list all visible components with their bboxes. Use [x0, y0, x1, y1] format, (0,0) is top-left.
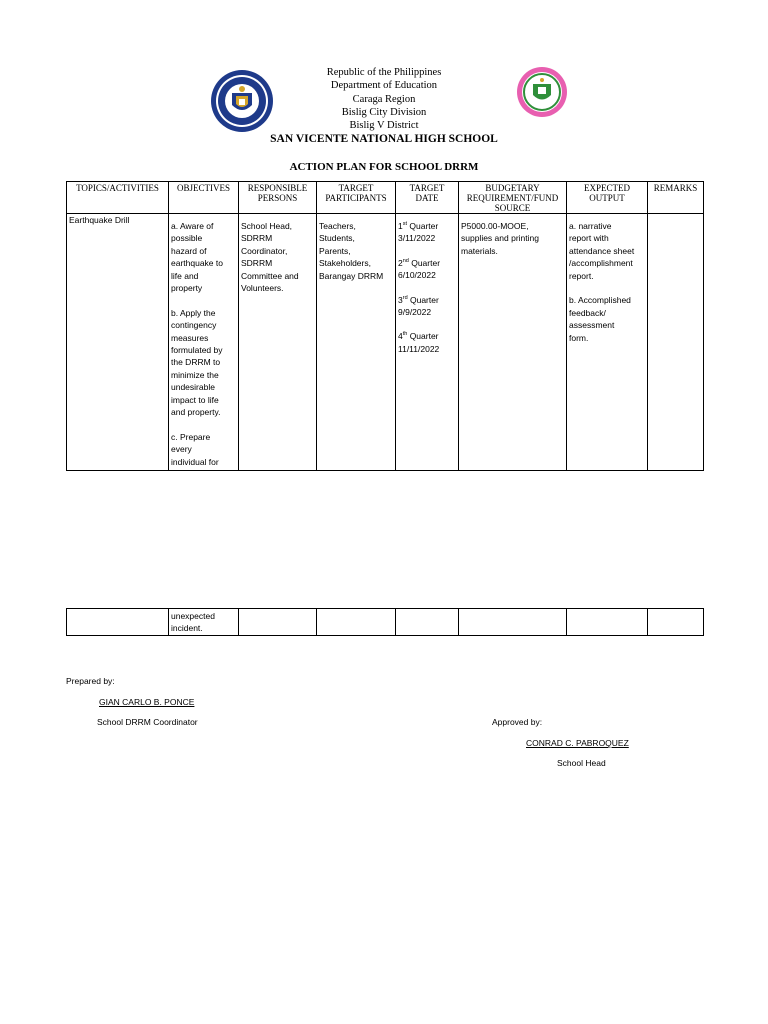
col-header-remarks: REMARKS [648, 182, 704, 214]
header-line-division: Bislig City Division [341, 107, 427, 118]
col-header-participants: TARGET PARTICIPANTS [317, 182, 396, 214]
cell-output [567, 609, 648, 636]
quarter-num: 3 [398, 294, 403, 305]
quarter-label: Quarter [408, 257, 441, 268]
cell-objectives [169, 214, 239, 471]
quarter-num: 2 [398, 257, 403, 268]
quarter-4 [398, 330, 456, 355]
cell-objectives [169, 609, 239, 636]
plan-title: ACTION PLAN FOR SCHOOL DRRM [289, 161, 479, 173]
cell-budget [459, 609, 567, 636]
action-plan-table [66, 181, 704, 471]
quarter-3 [398, 294, 456, 319]
participants-text: Teachers, Students, Parents, Stakeholders, Barangay DRRM [319, 221, 384, 281]
cell-topic [67, 609, 169, 636]
header-line-republic: Republic of the Philippines [326, 67, 442, 78]
quarter-label: Quarter [407, 294, 439, 305]
header-line-district: Bislig V District [349, 120, 419, 131]
quarter-num: 4 [398, 331, 403, 342]
prepared-by-name: GIAN CARLO B. PONCE [99, 697, 195, 707]
quarter-1 [398, 220, 456, 245]
quarter-suffix: nd [402, 257, 409, 264]
cell-participants [317, 609, 396, 636]
table-row [67, 214, 704, 471]
cell-responsible [239, 609, 317, 636]
quarter-suffix: st [402, 221, 408, 227]
cell-output [567, 214, 648, 471]
prepared-by-label: Prepared by: [66, 676, 115, 686]
header-line-region: Caraga Region [352, 94, 416, 105]
cell-target-date [396, 609, 459, 636]
school-name: SAN VICENTE NATIONAL HIGH SCHOOL [270, 133, 498, 145]
approved-by-title: School Head [557, 758, 606, 768]
quarter-suffix: th [402, 331, 408, 338]
output-text: a. narrative report with attendance sheet /accomplishment report. b. Accomplished feedback/ assessment form. [569, 221, 635, 343]
approved-by-name: CONRAD C. PABROQUEZ [526, 738, 629, 748]
objectives-text: unexpected incident. [171, 611, 215, 634]
quarter-label: Quarter [407, 221, 439, 231]
col-header-topics: TOPICS/ACTIVITIES [67, 182, 169, 214]
col-header-output: EXPECTED OUTPUT [567, 182, 648, 214]
quarter-date: 3/11/2022 [398, 233, 436, 244]
quarter-num: 1 [398, 221, 403, 231]
col-header-date: TARGET DATE [396, 182, 459, 214]
cell-topic [67, 214, 169, 471]
cell-target-date [396, 214, 459, 471]
cell-remarks [648, 609, 704, 636]
objectives-text: a. Aware of possible hazard of earthquake to life and property b. Apply the contingency measures formulated by the DRRM to minimize the undesirable impact to life and property. c. Prepare every individual for [171, 221, 223, 467]
budget-text: P5000.00-MOOE, supplies and printing materials. [461, 221, 539, 256]
prepared-by-title: School DRRM Coordinator [97, 717, 198, 727]
quarter-2 [398, 257, 456, 282]
cell-participants [317, 214, 396, 471]
header-line-department: Department of Education [330, 80, 438, 91]
col-header-budget: BUDGETARY REQUIREMENT/FUND SOURCE [459, 182, 567, 214]
responsible-text: School Head, SDRRM Coordinator, SDRRM Committee and Volunteers. [241, 221, 299, 294]
quarter-label: Quarter [407, 331, 439, 342]
col-header-responsible: RESPONSIBLE PERSONS [239, 182, 317, 214]
topic-text: Earthquake Drill [69, 215, 130, 225]
cell-responsible [239, 214, 317, 471]
table-row [67, 609, 704, 636]
cell-remarks [648, 214, 704, 471]
cell-budget [459, 214, 567, 471]
col-header-objectives: OBJECTIVES [169, 182, 239, 214]
continuation-table [66, 608, 704, 636]
quarter-date: 11/11/2022 [398, 343, 440, 354]
quarter-date: 6/10/2022 [398, 270, 436, 281]
quarter-suffix: rd [402, 294, 408, 301]
table-header-row [67, 182, 704, 214]
remarks-text [650, 214, 701, 220]
approved-by-label: Approved by: [492, 717, 543, 727]
quarter-date: 9/9/2022 [398, 307, 432, 318]
